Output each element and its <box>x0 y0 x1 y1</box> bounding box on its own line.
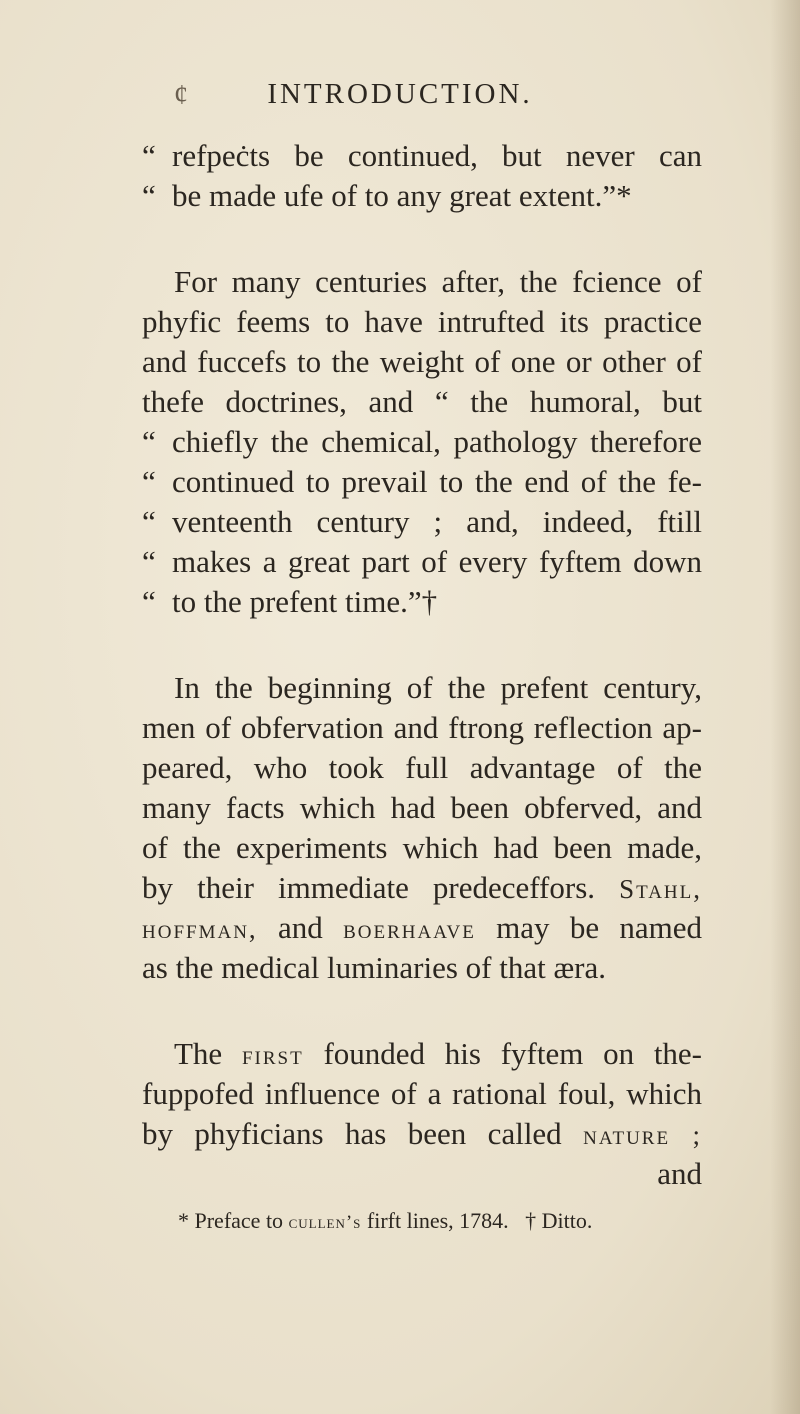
text-line: men of obfervation and ftrong reflection ap- <box>142 710 702 745</box>
text-line: by their immediate predeceffors. Stahl, <box>142 870 703 905</box>
text-line: “ continued to prevail to the end of the fe- <box>142 464 702 499</box>
page-edge-shadow <box>770 0 800 1414</box>
text-line: In the beginning of the prefent century, <box>174 670 702 705</box>
running-header: INTRODUCTION. <box>267 78 533 110</box>
text-line: thefe doctrines, and “ the humoral, but <box>142 384 702 419</box>
catchword: and <box>657 1156 702 1191</box>
folio-mark: ¢ <box>174 80 188 111</box>
text-line: “ be made ufe of to any great extent.”* <box>142 178 632 213</box>
text-line: “ to the prefent time.”† <box>142 584 438 619</box>
text-line: For many centuries after, the fcience of <box>174 264 702 299</box>
text-line: “ makes a great part of every fyftem down <box>142 544 702 579</box>
text-line: The first founded his fyftem on the- <box>174 1036 703 1071</box>
text-line: by phyficians has been called nature ; <box>142 1116 702 1151</box>
person-name: boerhaave <box>343 914 476 944</box>
text-line: of the experiments which had been made, <box>142 830 702 865</box>
text-line: phyfic feems to have intrufted its practice <box>142 304 702 339</box>
text-line: “ venteenth century ; and, indeed, ftill <box>142 504 702 539</box>
text-line: fuppofed influence of a rational foul, which <box>142 1076 702 1111</box>
text-line: as the medical luminaries of that æra. <box>142 950 606 985</box>
text-line: “ refpeċts be continued, but never can <box>142 138 702 173</box>
text-line: many facts which had been obferved, and <box>142 790 702 825</box>
footnote: * Preface to cullen’s firft lines, 1784. † Ditto. <box>178 1208 593 1233</box>
text-line: and fuccefs to the weight of one or other of <box>142 344 702 379</box>
person-name: hoffman, <box>142 914 258 944</box>
text-line: “ chiefly the chemical, pathology therefore <box>142 424 702 459</box>
text-line: peared, who took full advantage of the <box>142 750 702 785</box>
text-line: hoffman, and boerhaave may be named <box>142 910 703 945</box>
person-name: Stahl, <box>619 874 703 904</box>
